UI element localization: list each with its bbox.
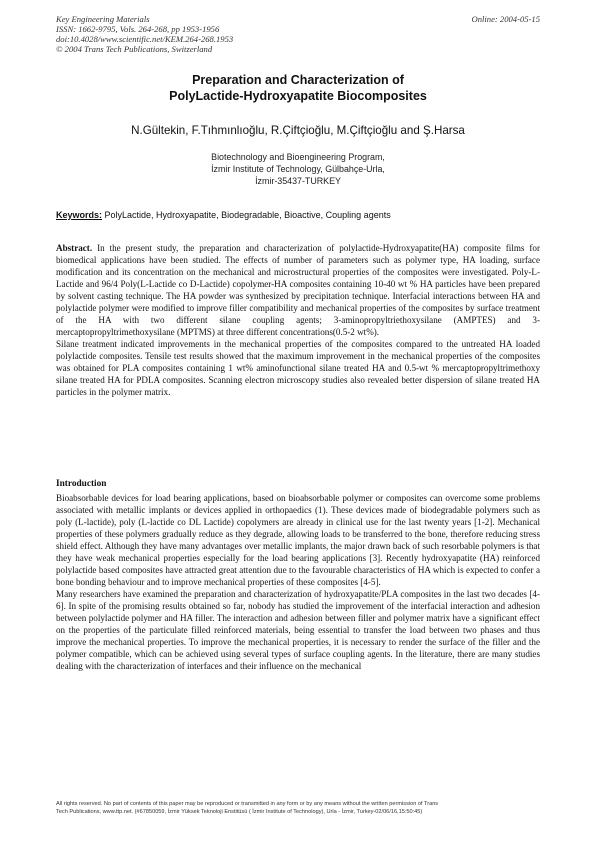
introduction-heading: Introduction [56,479,107,489]
journal-name: Key Engineering Materials [56,14,150,24]
doi-line: doi:10.4028/www.scientific.net/KEM.264-268.1953 [56,34,234,44]
paper-title [56,72,540,104]
keywords-text: PolyLactide, Hydroxyapatite, Biodegradable, Bioactive, Coupling agents [104,210,391,220]
abstract-label: Abstract. [56,243,93,253]
online-date: Online: 2004-05-15 [471,14,540,24]
abstract-text-1: In the present study, the preparation and characterization of polylactide-Hydroxyapatite(HA) composite films for biomedical applications have been studied. The effects of number of parameters such as polymer type, HA loading, surface modification and its concentration on the mechanical and microstructural properties of the composites were investigated. Poly-L-Lactide and 96/4 Poly(L-Lactide co D-Lactide) copolymer-HA composites containing 10-40 wt % HA particles have been prepared by solvent casting technique. The HA powder was synthesized by precipitation technique. Interfacial interactions between HA and polylactide polymer were modified to improve filler compatibility and mechanical properties of the composites by surface treatment of the HA with two different silane coupling agents; 3-aminopropyltriethoxysilane (AMPTES) and 3-mercaptopropyltrimethoxysilane (MPTMS) at three different concentrations(0.5-2 wt%). [56,243,540,337]
journal-header [56,14,540,54]
author-list: N.Gültekin, F.Tıhmınlıoğlu, R.Çiftçioğlu, M.Çiftçioğlu and Ş.Harsa [131,124,465,137]
issn-line: ISSN: 1662-9795, Vols. 264-268, pp 1953-1956 [56,24,220,34]
title-line-1: Preparation and Characterization of [192,73,404,87]
affiliation-line-3: İzmir-35437-TURKEY [255,176,341,186]
affiliation [56,151,540,187]
affiliation-line-1: Biotechnology and Bioengineering Program, [211,152,385,162]
affiliation-line-2: İzmir Institute of Technology, Gülbahçe-Urla, [211,164,385,174]
abstract-section [56,242,540,398]
footer-line-2: Tech Publications, www.ttp.net. (#67850059, İzmir Yüksek Teknoloji Enstitüsü ( İzmir Institute of Technology), Urla - İzmir, Turkey-02/06/16,15:50:45) [56,809,423,815]
title-line-2: PolyLactide-Hydroxyapatite Biocomposites [169,89,427,103]
keywords [56,209,540,221]
footer-line-1: All rights reserved. No part of contents of this paper may be reproduced or transmitted in any form or by any means without the written permission of Trans [56,801,439,807]
introduction-section [56,492,540,672]
keywords-label: Keywords: [56,210,103,220]
introduction-paragraph-2: Many researchers have examined the preparation and characterization of hydroxyapatite/PLA composites in the last two decades [4-6]. In spite of the promising results obtained so far, nobody has studied the improvement of the interfacial interaction and adhesion between polylactide polymer and HA filler. The interaction and adhesion between filler and polymer matrix have a significant effect on the properties of the particulate filled reinforced materials, being essential to transfer the load between two phases and thus improve the mechanical properties. To improve the mechanical properties, it is necessary to render the surface of the filler and the polymer compatible, which can be achieved using several types of surface coupling agents. In the literature, there are many studies dealing with the characterization of interfaces and their influence on the mechanical [56,589,540,671]
copyright-footer [56,800,540,816]
copyright-line: © 2004 Trans Tech Publications, Switzerland [56,44,213,54]
abstract-paragraph-2: Silane treatment indicated improvements in the mechanical properties of the composites compared to the untreated HA loaded polylactide composites. Tensile test results showed that the maximum improvement in the mechanical properties of the composites was obtained for PLA composites containing 1 wt% aminofunctional silane treated HA and 0.5-wt % mercaptopropyltrimethoxy silane treated HA for PDLA composites. Scanning electron microscopy studies also revealed better dispersion of silane treated HA particles in the polymer matrix. [56,339,540,397]
abstract-paragraph-1 [56,242,540,338]
introduction-paragraph-1: Bioabsorbable devices for load bearing applications, based on bioabsorbable polymer or composites can overcome some problems associated with metallic implants or devices applied in orthopaedics (1). These devices made of biodegradable polymers such as poly (L-lactide), poly (L-lactide co DL Lactide) copolymers are already in clinical use for the last twenty years [1-2]. Mechanical properties of these polymers gradually reduce as they degrade, allowing loads to be transferred to the bone, therefore reducing stress shield effect. Although they have many advantages over metallic implants, the major drawn back of such resorbable polymers is that they have weak mechanical properties especially for the load bearing applications [3]. Recently hydroxyapatite (HA) reinforced polylactide based composites have attracted great attention due to the favourable characteristics of HA which is expected to confer a bone bonding behaviour and to improve mechanical properties of these composites [4-5]. [56,493,540,587]
